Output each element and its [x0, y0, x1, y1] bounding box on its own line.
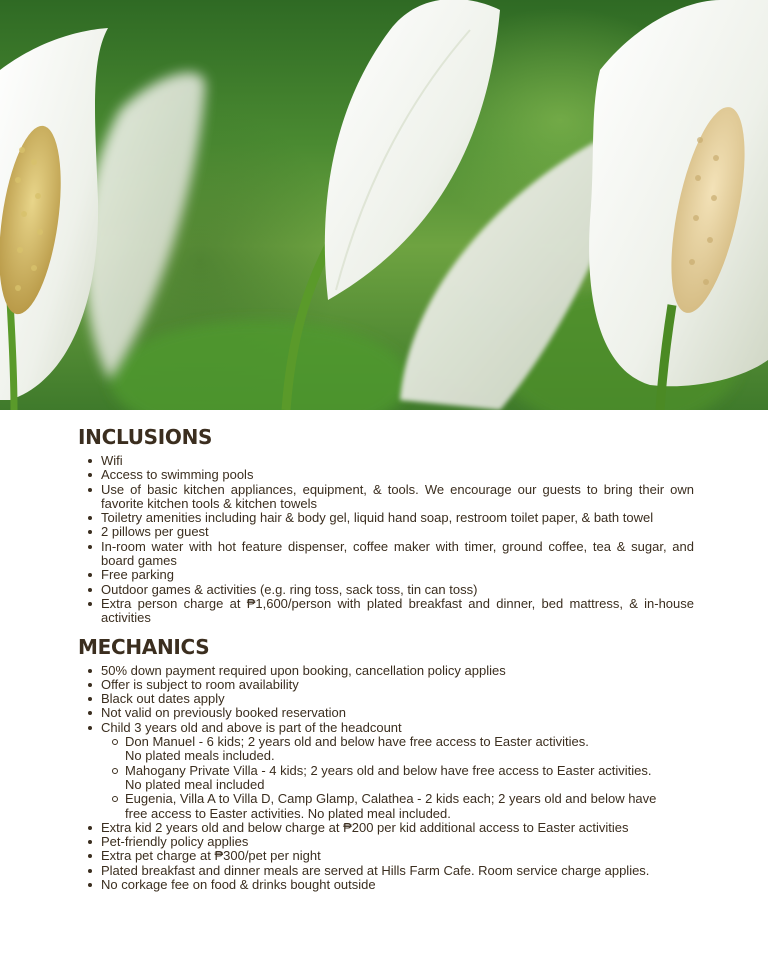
list-item: 50% down payment required upon booking, cancellation policy applies — [78, 664, 694, 678]
list-item: In-room water with hot feature dispenser, coffee maker with timer, ground coffee, tea & sugar, and board games — [78, 540, 694, 569]
sublist-item-line: free access to Easter activities. No plated meal included. — [125, 805, 451, 821]
mechanics-heading: MECHANICS — [78, 634, 210, 659]
sublist-item-line: Eugenia, Villa A to Villa D, Camp Glamp, Calathea - 2 kids each; 2 years old and below have — [125, 791, 657, 807]
list-item: Offer is subject to room availability — [78, 678, 694, 692]
list-item: Outdoor games & activities (e.g. ring toss, sack toss, tin can toss) — [78, 583, 694, 597]
inclusions-heading: INCLUSIONS — [78, 425, 213, 449]
list-item: Extra pet charge at ₱300/pet per night — [78, 849, 694, 863]
list-item: Access to swimming pools — [78, 468, 694, 482]
sublist-item-line: Mahogany Private Villa - 4 kids; 2 years old and below have free access to Easter activities. — [125, 762, 652, 778]
list-item: Extra person charge at ₱1,600/person with plated breakfast and dinner, bed mattress, & in-house activities — [78, 597, 694, 626]
list-item — [78, 721, 694, 821]
list-item: Extra kid 2 years old and below charge at ₱200 per kid additional access to Easter activities — [78, 821, 694, 835]
document-body — [78, 424, 694, 892]
sublist-item-line: Don Manuel - 6 kids; 2 years old and below have free access to Easter activities. — [125, 734, 589, 750]
sublist-item — [101, 735, 694, 764]
list-item: Plated breakfast and dinner meals are served at Hills Farm Cafe. Room service charge applies. — [78, 864, 694, 878]
mechanics-list — [78, 664, 694, 893]
sublist-item — [101, 792, 694, 821]
headcount-sublist — [101, 735, 694, 821]
list-item: Free parking — [78, 568, 694, 582]
list-item: Wifi — [78, 454, 694, 468]
hero-photo — [0, 0, 768, 410]
peace-lily-illustration — [0, 0, 768, 410]
list-item: Use of basic kitchen appliances, equipment, & tools. We encourage our guests to bring their own favorite kitchen tools & kitchen towels — [78, 483, 694, 512]
list-item: 2 pillows per guest — [78, 525, 694, 539]
list-item: Not valid on previously booked reservation — [78, 706, 694, 720]
list-item: No corkage fee on food & drinks bought outside — [78, 878, 694, 892]
list-item: Pet-friendly policy applies — [78, 835, 694, 849]
sublist-item — [101, 764, 694, 793]
inclusions-list — [78, 454, 694, 626]
sublist-item-line: No plated meals included. — [125, 748, 275, 764]
list-item: Black out dates apply — [78, 692, 694, 706]
list-item: Toiletry amenities including hair & body gel, liquid hand soap, restroom toilet paper, & bath towel — [78, 511, 694, 525]
list-item-text: Child 3 years old and above is part of the headcount — [101, 719, 402, 735]
sublist-item-line: No plated meal included — [125, 776, 265, 792]
